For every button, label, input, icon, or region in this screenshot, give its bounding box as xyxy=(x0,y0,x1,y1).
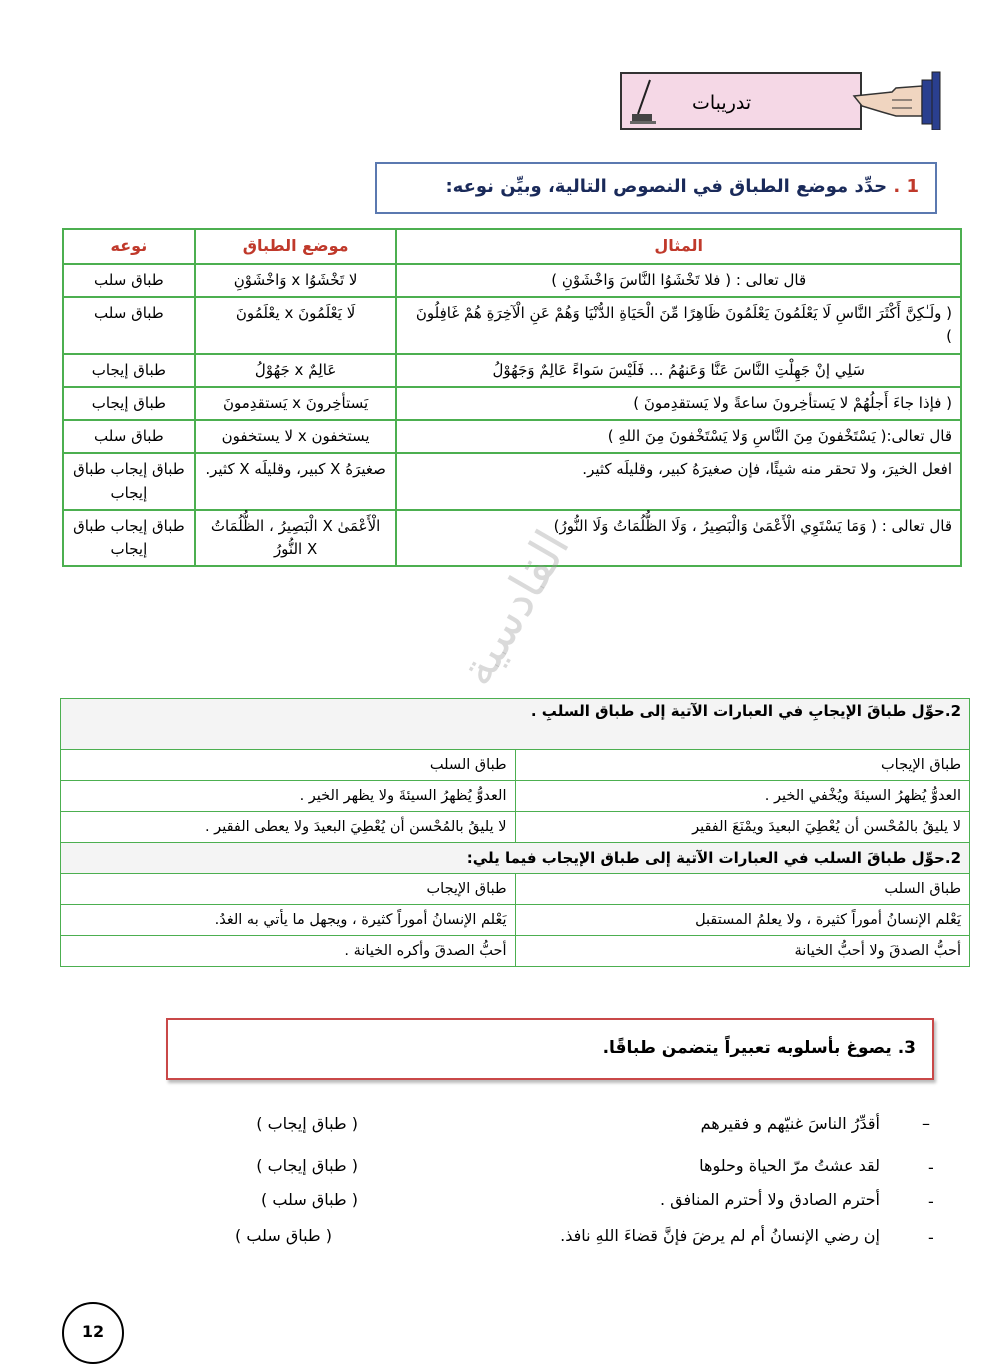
answer-type: ( طباق سلب ) xyxy=(260,1190,358,1209)
answer-sentence: لقد عشتُ مرّ الحياة وحلوها xyxy=(699,1156,880,1175)
question-2a-heading: 2.حوِّل طباقَ الإيجابِ في العبارات الآتية إلى طباق السلبِ . xyxy=(61,699,970,750)
conversion-table xyxy=(60,698,970,967)
table-row xyxy=(63,420,961,453)
question-2b-heading: 2.حوِّل طباقَ السلب في العبارات الآتية إلى طباق الإيجاب فيما يلي: xyxy=(61,843,970,874)
question-1-box xyxy=(375,162,937,214)
position-cell: الْأَعْمَىٰ X الْبَصِيرُ ، الظُّلُمَاتُ X النُّورُ xyxy=(195,510,397,567)
example-cell: سَلِي إنْ جَهِلْتِ النَّاسَ عَنَّا وَعَنهُمُ ... فَلَيْسَ سَواءً عَالِمٌ وَجَهُوْلُ xyxy=(396,354,961,387)
answer-type: ( طباق إيجاب ) xyxy=(256,1114,358,1133)
table-cell: العدوُّ يُظهرُ السيئةَ ويُخْفي الخير . xyxy=(515,781,970,812)
example-cell: قال تعالى:( يَسْتَخْفونَ مِنَ النَّاسِ وَلا يَسْتَخْفونَ مِنَ اللهِ ) xyxy=(396,420,961,453)
table-row xyxy=(63,354,961,387)
example-cell: قال تعالى : ( وَمَا يَسْتَوِي الْأَعْمَىٰ وَالْبَصِيرُ ، وَلَا الظُّلُمَاتُ وَلَا النُّورُ) xyxy=(396,510,961,567)
answer-type: ( طباق سلب ) xyxy=(234,1226,332,1245)
type-cell: طباق إيجاب xyxy=(63,354,195,387)
header-example: المثال xyxy=(396,229,961,264)
answer-type: ( طباق إيجاب ) xyxy=(256,1156,358,1175)
table-row xyxy=(61,781,970,812)
tibaq-examples-table xyxy=(62,228,962,567)
table-header-row xyxy=(63,229,961,264)
section-banner xyxy=(620,72,862,130)
position-cell: يَستأخِرونَ x يَستقدِمونَ xyxy=(195,387,397,420)
list-bullet: - xyxy=(928,1228,934,1247)
example-cell: ( ولَـٰكِنَّ أَكْثَرَ النَّاسِ لَا يَعْلَمُونَ يَعْلَمُونَ ظَاهِرًا مِّنَ الْحَيَاةِ الدُّنْيَا وَهُمْ عَنِ الْآخِرَةِ هُمْ غَافِلُونَ ) xyxy=(396,297,961,354)
example-cell: افعل الخيرَ، ولا تحقر منه شيئًا، فإن صغيرَهُ كبير، وقليلَه كثير. xyxy=(396,453,961,510)
example-cell: قال تعالى : ( فلا تَخْشَوُا النَّاسَ وَاخْشَوْنِ ) xyxy=(396,264,961,297)
column-header: طباق الإيجاب xyxy=(61,874,516,905)
example-cell: ( فإذا جاءَ أَجلُهُمْ لا يَستأخِرونَ ساعةً ولا يَستقدِمونَ ) xyxy=(396,387,961,420)
type-cell: طباق إيجاب xyxy=(63,387,195,420)
header-position: موضع الطباق xyxy=(195,229,397,264)
question-1-number: 1 . xyxy=(893,176,919,197)
table-cell: أحبُّ الصدقَ ولا أحبُّ الخيانة xyxy=(515,936,970,967)
watermark: القادسية xyxy=(447,520,581,696)
table-row xyxy=(63,297,961,354)
table-cell: لا يليقُ بالمُحْسن أن يُعْطِيَ البعيدَ ولا يعطى الفقير . xyxy=(61,812,516,843)
column-header: طباق السلب xyxy=(61,750,516,781)
page-number-circle xyxy=(62,1302,124,1364)
type-cell: طباق سلب xyxy=(63,297,195,354)
table-cell: أحبُّ الصدقَ وأكره الخيانة . xyxy=(61,936,516,967)
question-3-box xyxy=(166,1018,934,1080)
table-row xyxy=(61,936,970,967)
section-heading-row xyxy=(61,699,970,750)
answer-sentence: أقدِّرُ الناسَ غنيّهم و فقيرهم xyxy=(700,1114,880,1133)
list-bullet: - xyxy=(928,1192,934,1211)
answer-sentence: أحترم الصادق ولا أحترم المنافق . xyxy=(659,1190,880,1209)
column-header-row xyxy=(61,874,970,905)
table-cell: يَعْلم الإنسانُ أموراً كثيرة ، ويجهل ما يأتي به الغدُ. xyxy=(61,905,516,936)
position-cell: عَالِمٌ x جَهُوْلُ xyxy=(195,354,397,387)
section-heading-row xyxy=(61,843,970,874)
list-bullet: - xyxy=(928,1158,934,1177)
table-cell: العدوُّ يُظهرُ السيئةَ ولا يظهر الخير . xyxy=(61,781,516,812)
list-bullet: – xyxy=(922,1114,930,1133)
header-type: نوعه xyxy=(63,229,195,264)
column-header: طباق الإيجاب xyxy=(515,750,970,781)
type-cell: طباق سلب xyxy=(63,420,195,453)
position-cell: لا تَخْشَوُا x وَاخْشَوْنِ xyxy=(195,264,397,297)
position-cell: لَا يَعْلَمُونَ x يعْلَمُونَ xyxy=(195,297,397,354)
column-header-row xyxy=(61,750,970,781)
type-cell: طباق إيجاب طباق إيجاب xyxy=(63,510,195,567)
answer-sentence: إن رضي الإنسانُ أم لم يرضَ فإنَّ قضاءَ اللهِ نافذ. xyxy=(560,1226,880,1245)
table-cell: يَعْلم الإنسانُ أموراً كثيرة ، ولا يعلمُ المستقبل xyxy=(515,905,970,936)
position-cell: يستخفون x لا يستخفون xyxy=(195,420,397,453)
type-cell: طباق إيجاب طباق إيجاب xyxy=(63,453,195,510)
table-row xyxy=(61,905,970,936)
page-number: 12 xyxy=(81,1322,105,1341)
position-cell: صغيرَهُ X كبير، وقليلَه X كثير. xyxy=(195,453,397,510)
pen-inkwell-icon xyxy=(628,78,658,124)
banner-title: تدريبات xyxy=(692,92,752,114)
table-row xyxy=(63,453,961,510)
column-header: طباق السلب xyxy=(515,874,970,905)
question-3-prompt: 3. يصوغ بأسلوبه تعبيراً يتضمن طباقًا. xyxy=(602,1038,916,1058)
type-cell: طباق سلب xyxy=(63,264,195,297)
question-1-prompt: حدِّد موضع الطباق في النصوص التالية، وبيِّن نوعه: xyxy=(445,176,888,197)
pointing-hand-icon xyxy=(852,66,942,130)
table-cell: لا يليقُ بالمُحْسن أن يُعْطِيَ البعيدَ ويمْنَعَ الفقير xyxy=(515,812,970,843)
table-row xyxy=(61,812,970,843)
table-row xyxy=(63,264,961,297)
table-row xyxy=(63,387,961,420)
